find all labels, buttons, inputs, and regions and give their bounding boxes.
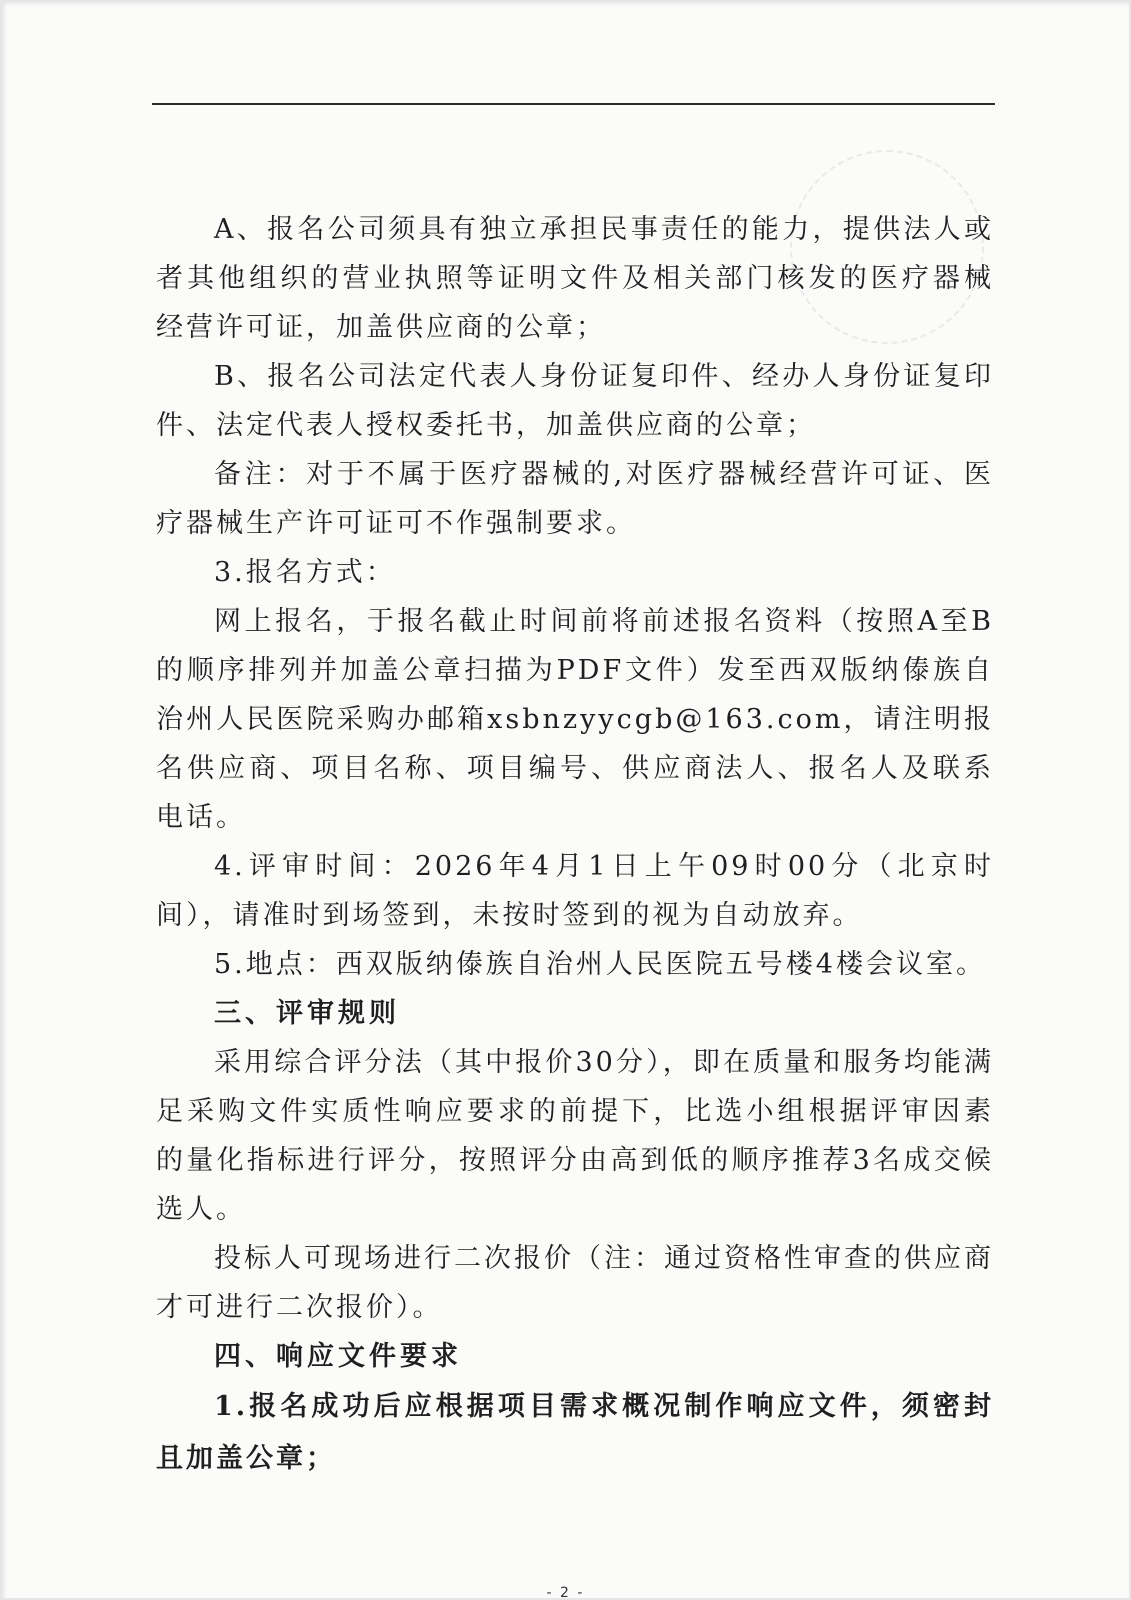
section-heading-review-rules: 三、评审规则 <box>214 998 400 1029</box>
paragraph-requirement-a: A、报名公司须具有独立承担民事责任的能力，提供法人或者其他组织的营业执照等证明文件及相关部门核发的医疗器械经营许可证，加盖供应商的公章； <box>156 214 994 343</box>
paragraph-requirement-b: B、报名公司法定代表人身份证复印件、经办人身份证复印件、法定代表人授权委托书，加盖供应商的公章； <box>156 361 994 441</box>
section-heading-response-docs: 四、响应文件要求 <box>214 1341 462 1372</box>
paragraph-response-doc-requirement: 1.报名成功后应根据项目需求概况制作响应文件，须密封且加盖公章； <box>156 1391 994 1474</box>
paragraph-remark: 备注：对于不属于医疗器械的,对医疗器械经营许可证、医疗器械生产许可证可不作强制要求。 <box>156 459 994 539</box>
header-rule <box>152 103 995 105</box>
document-body <box>156 205 994 1485</box>
paragraph-online-registration: 网上报名，于报名截止时间前将前述报名资料（按照A至B的顺序排列并加盖公章扫描为PDF文件）发至西双版纳傣族自治州人民医院采购办邮箱xsbnzyycgb@163.com，请注明报名供应商、项目名称、项目编号、供应商法人、报名人及联系电话。 <box>156 606 994 833</box>
paragraph-scoring-method: 采用综合评分法（其中报价30分），即在质量和服务均能满足采购文件实质性响应要求的前提下，比选小组根据评审因素的量化指标进行评分，按照评分由高到低的顺序推荐3名成交候选人。 <box>156 1047 994 1225</box>
page-number: - 2 - <box>546 1585 585 1600</box>
paragraph-review-time: 4.评审时间：2026年4月1日上午09时00分（北京时间），请准时到场签到，未按时签到的视为自动放弃。 <box>156 851 994 931</box>
paragraph-registration-method-heading: 3.报名方式： <box>214 557 396 588</box>
paragraph-second-quote: 投标人可现场进行二次报价（注：通过资格性审查的供应商才可进行二次报价）。 <box>156 1243 994 1323</box>
paragraph-location: 5.地点：西双版纳傣族自治州人民医院五号楼4楼会议室。 <box>214 949 986 980</box>
